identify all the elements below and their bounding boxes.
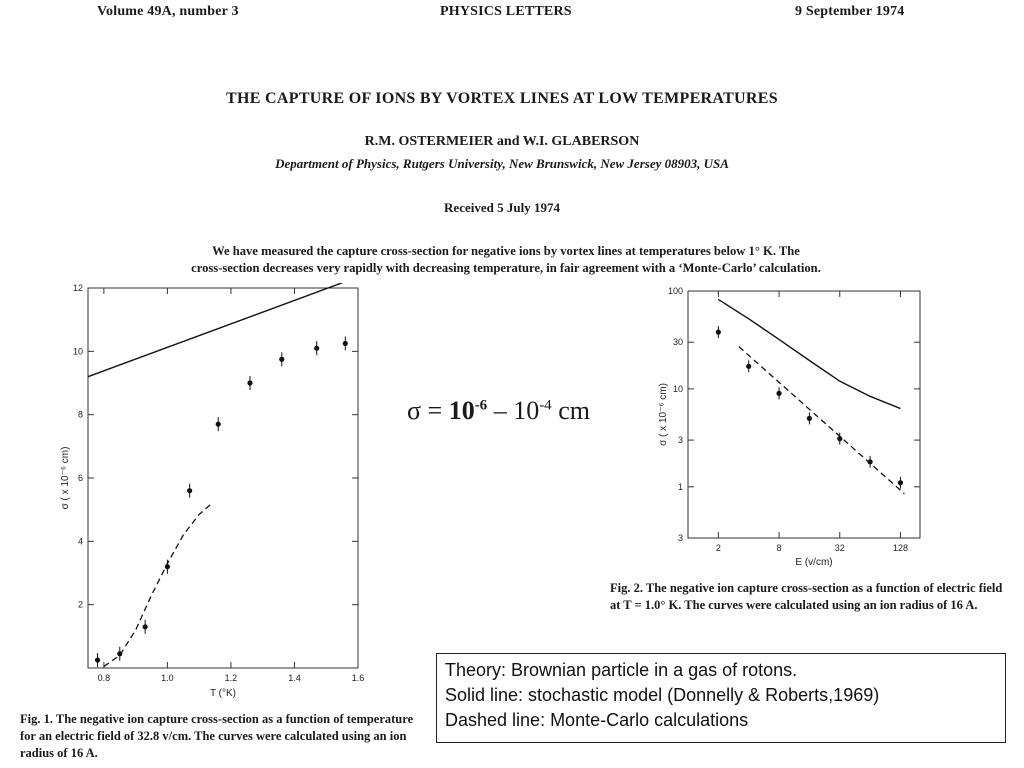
fig2-data-point [898, 480, 903, 485]
fig1-data-point [216, 422, 221, 427]
fig2-y-tick-label: 30 [672, 337, 683, 348]
paper-title: THE CAPTURE OF IONS BY VORTEX LINES AT LOW TEMPERATURES [226, 90, 778, 107]
fig2-data-point [868, 459, 873, 464]
theory-line-1: Theory: Brownian particle in a gas of rotons. [445, 660, 798, 680]
fig1-y-axis-label: σ ( x 10⁻⁶ cm) [60, 446, 71, 510]
fig2-y-axis-label: σ ( x 10⁻⁶ cm) [658, 383, 669, 446]
fig2-data-point [807, 416, 812, 421]
fig2-x-tick-label: 2 [715, 543, 721, 553]
fig1-dashed-line [104, 503, 212, 666]
fig1-y-tick-label: 12 [72, 283, 83, 293]
fig1-data-point [95, 657, 100, 662]
figure-2-chart [640, 283, 940, 573]
cross-section-formula [407, 396, 590, 426]
fig1-x-tick-label: 1.2 [224, 673, 238, 683]
fig2-data-point [716, 330, 721, 335]
formula-sigma: σ = [407, 396, 449, 425]
figure-1-chart [40, 283, 370, 698]
fig1-y-tick-label: 8 [77, 409, 83, 420]
abstract-line-1: We have measured the capture cross-section for negative ions by vortex lines at temperatures below 1° K. The [212, 244, 800, 258]
fig2-x-tick-label: 8 [776, 543, 782, 553]
figure-2-caption: Fig. 2. The negative ion capture cross-section as a function of electric field at T = 1.0° K. The curves were calculated using an ion radius of 16 A. [610, 581, 1003, 612]
fig2-x-tick-label: 128 [892, 543, 908, 553]
fig1-y-tick-label: 6 [77, 473, 83, 483]
paper-affiliation: Department of Physics, Rutgers University, New Brunswick, New Jersey 08903, USA [275, 156, 729, 171]
fig2-frame [688, 291, 920, 538]
fig2-y-tick-label: 3 [677, 533, 683, 543]
formula-exponent-1: -6 [474, 397, 488, 414]
formula-dash: – 10 [487, 396, 540, 425]
fig1-x-tick-label: 0.8 [97, 673, 111, 683]
fig2-x-axis-label: E (v/cm) [795, 557, 833, 568]
fig2-y-tick-label: 10 [672, 383, 683, 394]
fig1-data-point [187, 488, 192, 493]
formula-unit: cm [551, 396, 590, 425]
fig2-data-point [746, 364, 751, 369]
abstract-line-2: cross-section decreases very rapidly with decreasing temperature, in fair agreement with a ‘Monte-Carlo’ calculation. [191, 261, 821, 275]
fig1-data-point [247, 380, 252, 385]
fig1-y-tick-label: 4 [77, 536, 83, 547]
volume-info: Volume 49A, number 3 [97, 4, 239, 19]
fig2-data-point [776, 391, 781, 396]
fig1-data-point [279, 357, 284, 362]
fig1-y-tick-label: 10 [72, 346, 83, 357]
fig2-y-tick-label: 3 [677, 435, 683, 446]
fig2-y-tick-label: 1 [677, 481, 683, 492]
fig1-x-tick-label: 1.0 [161, 673, 174, 683]
fig1-x-tick-label: 1.4 [288, 673, 301, 683]
fig1-data-point [143, 624, 148, 629]
fig1-x-axis-label: T (°K) [209, 688, 237, 698]
paper-authors: R.M. OSTERMEIER and W.I. GLABERSON [364, 134, 640, 149]
fig1-x-tick-label: 1.6 [351, 673, 365, 683]
journal-name: PHYSICS LETTERS [440, 4, 572, 19]
formula-exponent-2: -4 [539, 397, 552, 414]
fig1-data-point [314, 346, 319, 351]
fig1-y-tick-label: 2 [77, 599, 83, 610]
formula-base: 10 [448, 396, 475, 425]
fig2-x-tick-label: 32 [834, 543, 845, 553]
issue-date: 9 September 1974 [795, 4, 905, 19]
received-date: Received 5 July 1974 [444, 200, 560, 215]
fig1-data-point [117, 651, 122, 656]
fig1-frame [88, 288, 358, 668]
figure-1-caption: Fig. 1. The negative ion capture cross-section as a function of temperature for an electric field of 32.8 v/cm. The curves were calculated using an ion radius of 16 A. [20, 712, 414, 760]
fig2-solid-line [718, 299, 900, 408]
abstract [136, 243, 876, 277]
fig1-solid-line [88, 283, 358, 377]
fig2-y-tick-label: 100 [667, 286, 683, 296]
theory-line-2: Solid line: stochastic model (Donnelly & Roberts,1969) [445, 685, 880, 705]
theory-line-3: Dashed line: Monte-Carlo calculations [445, 710, 749, 730]
fig1-data-point [343, 341, 348, 346]
fig2-data-point [837, 436, 842, 441]
fig1-data-point [165, 564, 170, 569]
theory-box [436, 653, 1006, 743]
